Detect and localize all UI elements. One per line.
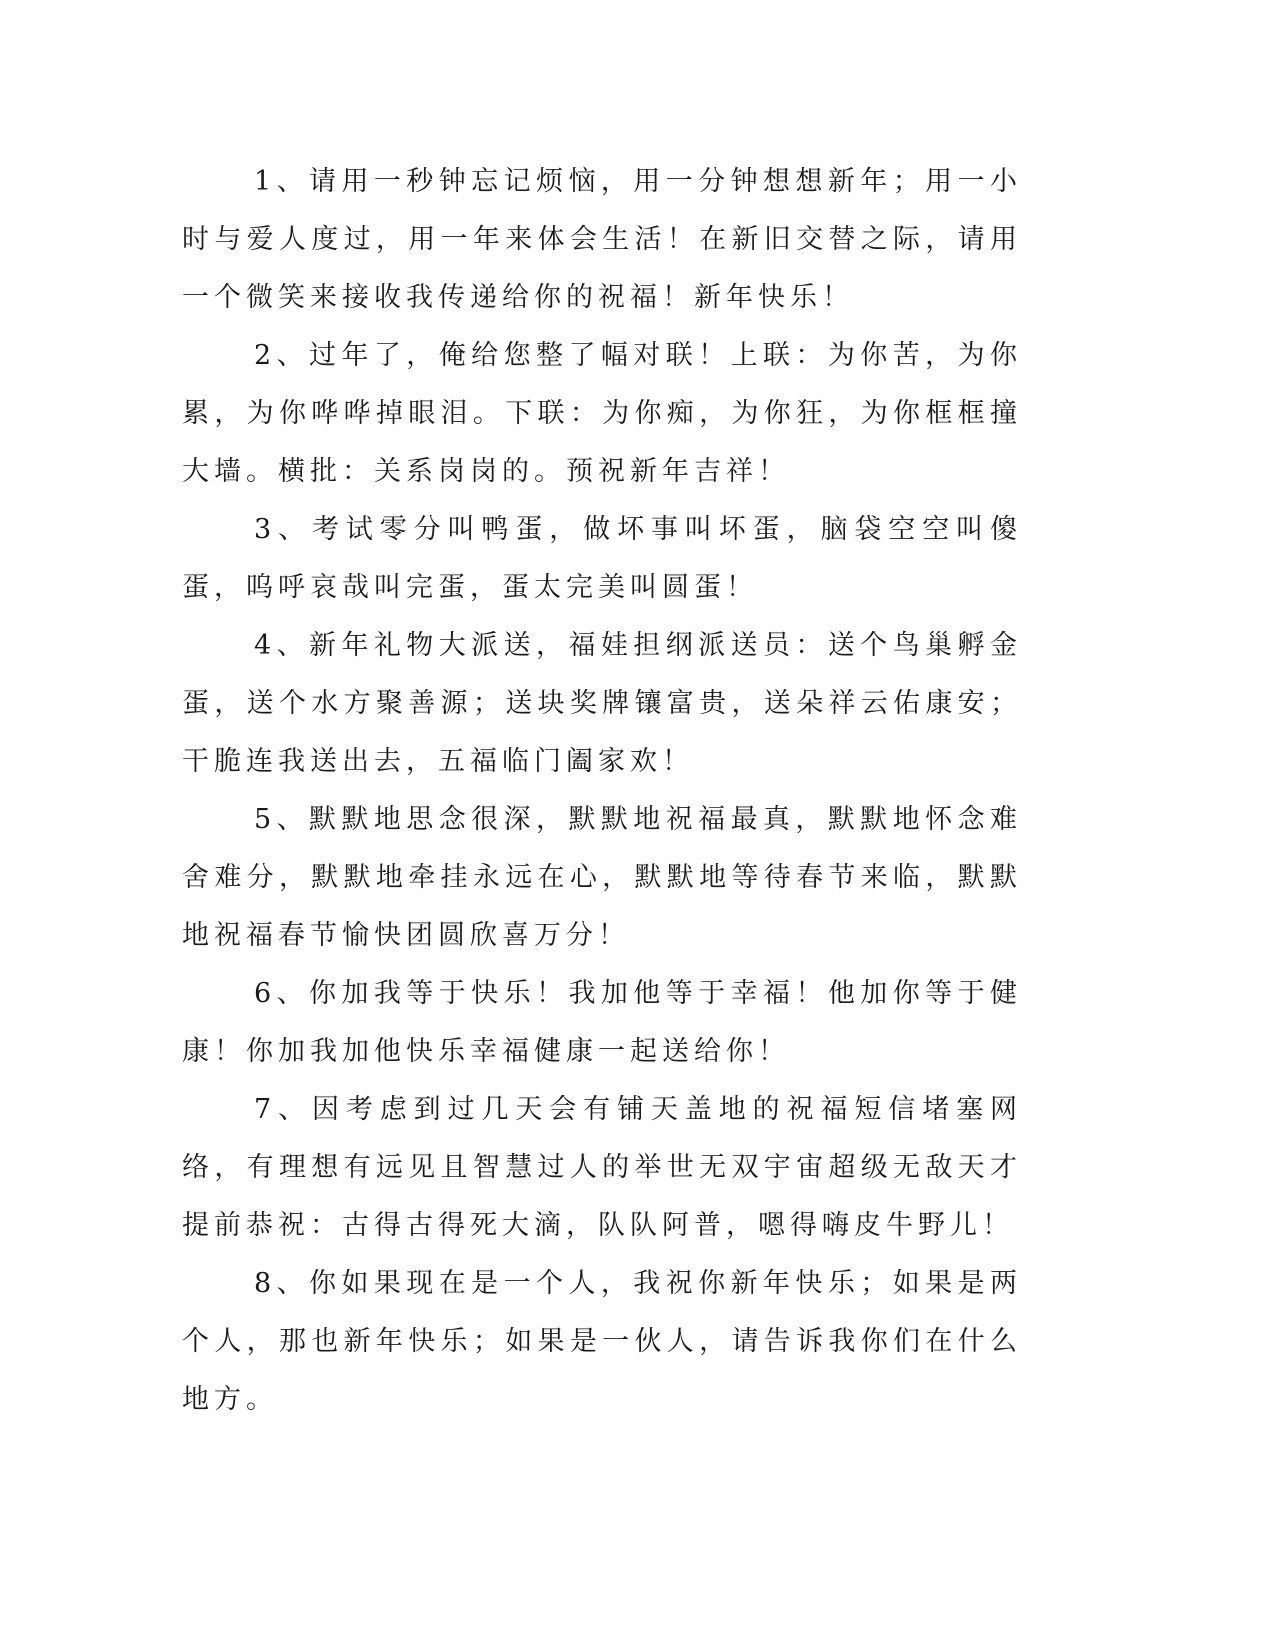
paragraph-1: 1、请用一秒钟忘记烦恼，用一分钟想想新年；用一小时与爱人度过，用一年来体会生活！在新旧交替之际，请用一个微笑来接收我传递给你的祝福！新年快乐！ — [182, 166, 1022, 313]
paragraph-4: 4、新年礼物大派送，福娃担纲派送员：送个鸟巢孵金蛋，送个水方聚善源；送块奖牌镶富贵，送朵祥云佑康安；干脆连我送出去，五福临门阖家欢！ — [182, 630, 1022, 777]
paragraph-5: 5、默默地思念很深，默默地祝福最真，默默地怀念难舍难分，默默地牵挂永远在心，默默地等待春节来临，默默地祝福春节愉快团圆欣喜万分！ — [182, 804, 1022, 951]
paragraph-6: 6、你加我等于快乐！我加他等于幸福！他加你等于健康！你加我加他快乐幸福健康一起送给你！ — [182, 978, 1022, 1067]
paragraph-2: 2、过年了，俺给您整了幅对联！上联：为你苦，为你累，为你哗哗掉眼泪。下联：为你痴，为你狂，为你框框撞大墙。横批：关系岗岗的。预祝新年吉祥！ — [182, 340, 1022, 487]
paragraph-8: 8、你如果现在是一个人，我祝你新年快乐；如果是两个人，那也新年快乐；如果是一伙人，请告诉我你们在什么地方。 — [182, 1268, 1022, 1415]
document-body — [182, 153, 1022, 1429]
paragraph-7: 7、因考虑到过几天会有铺天盖地的祝福短信堵塞网络，有理想有远见且智慧过人的举世无双宇宙超级无敌天才提前恭祝：古得古得死大滴，队队阿普，嗯得嗨皮牛野儿！ — [182, 1094, 1022, 1241]
paragraph-3: 3、考试零分叫鸭蛋，做坏事叫坏蛋，脑袋空空叫傻蛋，呜呼哀哉叫完蛋，蛋太完美叫圆蛋！ — [182, 514, 1022, 603]
